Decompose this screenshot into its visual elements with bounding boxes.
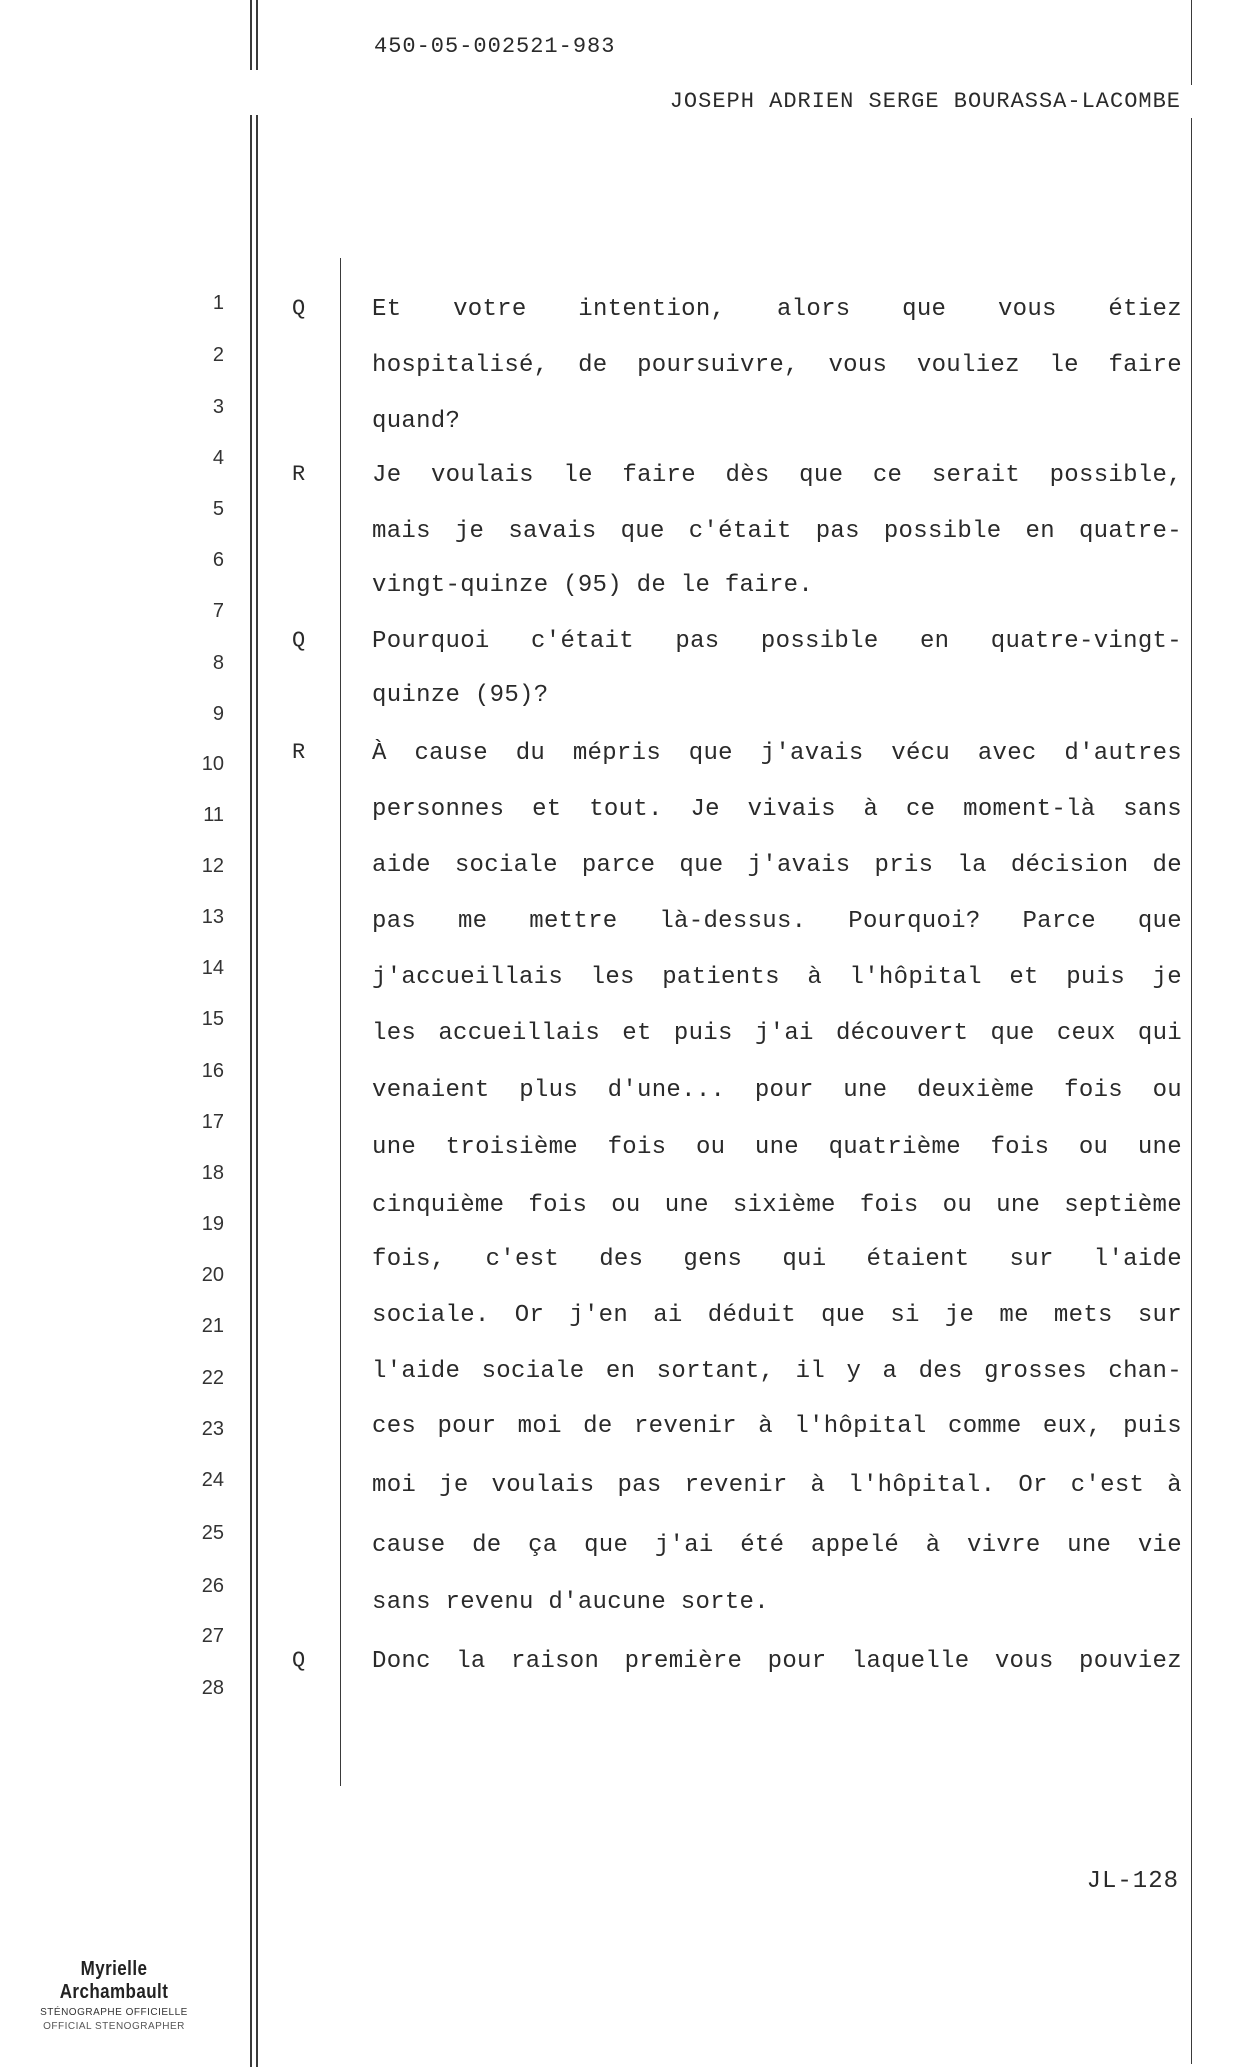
transcript-word: j'en — [569, 1302, 629, 1329]
transcript-line: vingt-quinze (95) de le faire. — [372, 572, 814, 599]
transcript-word: patients — [662, 964, 780, 991]
transcript-word: à — [863, 796, 879, 823]
transcript-word: vous — [997, 296, 1057, 323]
transcript-word: grosses — [984, 1358, 1088, 1385]
transcript-word: je — [454, 518, 485, 545]
transcript-line — [372, 740, 1182, 767]
transcript-word: des — [918, 1358, 963, 1385]
transcript-word: serait — [931, 462, 1021, 489]
transcript-word: une — [1067, 1532, 1112, 1559]
line-number: 16 — [201, 1060, 224, 1082]
logo-subtitle-fr: STÉNOGRAPHE OFFICIELLE — [40, 2007, 188, 2018]
transcript-word: faire — [1108, 352, 1182, 379]
transcript-word: sociale. — [372, 1302, 490, 1329]
transcript-word: les — [372, 1020, 417, 1047]
transcript-word: deuxième — [916, 1077, 1035, 1104]
transcript-word: sur — [1137, 1302, 1182, 1329]
transcript-word: vie — [1137, 1532, 1182, 1559]
line-number: 26 — [201, 1575, 224, 1597]
speaker-label: Q — [292, 296, 306, 321]
transcript-word: c'est — [485, 1246, 560, 1273]
transcript-word: pas — [372, 908, 417, 935]
transcript-word: étaient — [866, 1246, 970, 1273]
transcript-line — [372, 1192, 1182, 1219]
transcript-word: l'aide — [1093, 1246, 1182, 1273]
transcript-word: raison — [511, 1648, 600, 1675]
transcript-word: septième — [1064, 1192, 1182, 1219]
transcript-word: tout. — [589, 796, 663, 823]
transcript-word: Parce — [1022, 908, 1096, 935]
transcript-word: dès — [725, 462, 770, 489]
transcript-word: accueillais — [438, 1020, 601, 1047]
transcript-word: une — [664, 1192, 709, 1219]
transcript-word: j'avais — [747, 852, 851, 879]
line-number: 13 — [201, 906, 224, 928]
line-number: 23 — [201, 1418, 224, 1440]
line-number: 5 — [212, 498, 224, 520]
transcript-word: chan- — [1108, 1358, 1182, 1385]
transcript-word: ceux — [1056, 1020, 1116, 1047]
transcript-word: Je — [690, 796, 720, 823]
transcript-word: Pourquoi — [372, 628, 490, 655]
transcript-word: ou — [1078, 1134, 1109, 1161]
line-number: 1 — [212, 292, 224, 314]
transcript-line: quinze (95)? — [372, 682, 549, 709]
transcript-line: quand? — [372, 408, 461, 435]
stenographer-logo — [14, 1958, 214, 2032]
transcript-word: en — [919, 628, 950, 655]
line-number: 27 — [201, 1625, 224, 1647]
transcript-word: fois, — [372, 1246, 446, 1273]
transcript-word: venaient — [372, 1077, 490, 1104]
transcript-line — [372, 462, 1182, 489]
transcript-word: des — [599, 1246, 644, 1273]
transcript-word: intention, — [578, 296, 726, 323]
transcript-word: j'ai — [654, 1532, 714, 1559]
transcript-line — [372, 852, 1182, 879]
transcript-word: Je — [372, 462, 402, 489]
transcript-word: c'était — [531, 628, 634, 655]
transcript-word: que — [679, 852, 724, 879]
transcript-word: du — [515, 740, 546, 767]
transcript-word: plus — [519, 1077, 579, 1104]
transcript-word: c'est — [1070, 1472, 1145, 1499]
line-number: 9 — [212, 703, 224, 725]
transcript-word: première — [624, 1648, 743, 1675]
transcript-word: voulais — [491, 1472, 595, 1499]
transcript-word: hospitalisé, — [372, 352, 549, 379]
transcript-word: mets — [1053, 1302, 1113, 1329]
line-number: 17 — [201, 1111, 224, 1133]
transcript-word: que — [620, 518, 665, 545]
speaker-label: Q — [292, 1648, 306, 1673]
transcript-word: moi — [372, 1472, 417, 1499]
transcript-word: mais — [372, 518, 431, 545]
transcript-word: à — [925, 1532, 941, 1559]
transcript-word: en — [605, 1358, 636, 1385]
transcript-word: une — [754, 1134, 800, 1161]
transcript-line — [372, 1020, 1182, 1047]
transcript-word: que — [1137, 908, 1182, 935]
transcript-word: cause — [372, 1532, 446, 1559]
transcript-word: j'avais — [760, 740, 864, 767]
transcript-word: ou — [942, 1192, 973, 1219]
transcript-word: vouliez — [916, 352, 1020, 379]
transcript-line — [372, 1246, 1182, 1273]
transcript-word: ai — [653, 1302, 683, 1329]
transcript-word: fois — [607, 1134, 667, 1161]
speaker-column-rule — [340, 258, 341, 1786]
left-margin-rule — [256, 115, 258, 2067]
transcript-word: ou — [611, 1192, 641, 1219]
transcript-line — [372, 1358, 1182, 1385]
transcript-word: faire — [622, 462, 696, 489]
line-number: 3 — [212, 396, 224, 418]
left-margin-rule — [250, 115, 252, 2067]
transcript-word: je — [439, 1472, 469, 1499]
transcript-word: l'aide — [372, 1358, 461, 1385]
transcript-word: j'ai — [754, 1020, 814, 1047]
right-margin-rule — [1191, 0, 1192, 85]
line-number: 4 — [212, 447, 224, 469]
transcript-line — [372, 1413, 1182, 1440]
line-number: 11 — [203, 804, 224, 826]
transcript-word: poursuivre, — [637, 352, 799, 379]
transcript-word: de — [583, 1413, 613, 1440]
transcript-word: je — [1152, 964, 1182, 991]
transcript-word: et — [622, 1020, 652, 1047]
transcript-word: sixième — [732, 1192, 836, 1219]
transcript-word: de — [578, 352, 608, 379]
transcript-word: sortant, — [656, 1358, 775, 1385]
transcript-word: en — [1025, 518, 1055, 545]
transcript-word: que — [799, 462, 844, 489]
transcript-word: fois — [859, 1192, 919, 1219]
transcript-word: d'une... — [607, 1077, 726, 1104]
transcript-word: qui — [782, 1246, 827, 1273]
transcript-word: ou — [1152, 1077, 1182, 1104]
transcript-word: aide — [372, 852, 431, 879]
line-number: 18 — [201, 1162, 224, 1184]
transcript-word: d'autres — [1064, 740, 1182, 767]
transcript-word: une — [843, 1077, 888, 1104]
line-number: 12 — [201, 855, 224, 877]
line-number: 22 — [201, 1367, 224, 1389]
transcript-word: puis — [1066, 964, 1126, 991]
case-number: 450-05-002521-983 — [374, 34, 616, 59]
transcript-word: une — [372, 1134, 417, 1161]
witness-name: JOSEPH ADRIEN SERGE BOURASSA-LACOMBE — [669, 89, 1181, 114]
transcript-word: à — [758, 1413, 773, 1440]
transcript-line — [372, 964, 1182, 991]
transcript-word: qui — [1137, 1020, 1182, 1047]
transcript-word: me — [999, 1302, 1029, 1329]
transcript-word: les — [590, 964, 635, 991]
transcript-line — [372, 796, 1182, 823]
transcript-word: le — [1049, 352, 1079, 379]
transcript-word: cause — [414, 740, 488, 767]
transcript-word: l'hôpital. — [848, 1472, 996, 1499]
transcript-word: revenir — [684, 1472, 788, 1499]
transcript-word: quatrième — [828, 1134, 961, 1161]
transcript-word: appelé — [810, 1532, 900, 1559]
transcript-word: moi — [517, 1413, 562, 1440]
transcript-word: revenir — [633, 1413, 737, 1440]
transcript-word: de — [1152, 852, 1182, 879]
transcript-word: mépris — [572, 740, 662, 767]
transcript-word: ou — [695, 1134, 726, 1161]
page-label: JL-128 — [1086, 1868, 1179, 1895]
transcript-word: laquelle — [851, 1648, 970, 1675]
transcript-word: vivre — [967, 1532, 1041, 1559]
transcript-word: pour — [437, 1413, 497, 1440]
line-number: 28 — [201, 1677, 224, 1699]
transcript-word: pris — [874, 852, 934, 879]
transcript-word: sociale — [481, 1358, 585, 1385]
transcript-word: vous — [994, 1648, 1054, 1675]
transcript-word: que — [821, 1302, 866, 1329]
transcript-word: ces — [372, 1413, 417, 1440]
line-number: 14 — [201, 957, 224, 979]
transcript-word: sur — [1009, 1246, 1054, 1273]
transcript-word: vécu — [891, 740, 951, 767]
transcript-word: là-dessus. — [659, 908, 807, 935]
transcript-word: puis — [673, 1020, 733, 1047]
transcript-word: quatre-vingt- — [990, 628, 1182, 655]
transcript-word: à — [1167, 1472, 1182, 1499]
transcript-word: vous — [828, 352, 888, 379]
transcript-word: savais — [508, 518, 597, 545]
transcript-word: que — [990, 1020, 1035, 1047]
transcript-word: je — [944, 1302, 975, 1329]
transcript-word: pouviez — [1079, 1648, 1182, 1675]
transcript-word: à — [810, 1472, 826, 1499]
transcript-line — [372, 908, 1182, 935]
transcript-word: déduit — [707, 1302, 796, 1329]
transcript-word: fois — [990, 1134, 1050, 1161]
transcript-word: étiez — [1108, 296, 1182, 323]
transcript-word: possible, — [1049, 462, 1182, 489]
transcript-word: parce — [581, 852, 656, 879]
line-number: 20 — [201, 1264, 224, 1286]
transcript-word: vivais — [747, 796, 836, 823]
logo-name: Myrielle Archambault — [59, 1958, 169, 2003]
line-number: 21 — [201, 1315, 224, 1337]
transcript-word: découvert — [835, 1020, 969, 1047]
transcript-word: ce — [905, 796, 936, 823]
logo-subtitle-en: OFFICIAL STENOGRAPHER — [43, 2021, 185, 2032]
transcript-word: que — [584, 1532, 629, 1559]
transcript-word: alors — [776, 296, 851, 323]
transcript-word: mettre — [529, 908, 618, 935]
left-margin-rule — [250, 0, 252, 70]
speaker-label: R — [292, 462, 306, 487]
transcript-word: personnes — [372, 796, 505, 823]
transcript-word: y — [846, 1358, 862, 1385]
right-margin-rule — [1191, 118, 1192, 2064]
transcript-word: fois — [528, 1192, 588, 1219]
transcript-word: quatre- — [1078, 518, 1182, 545]
transcript-word: si — [890, 1302, 920, 1329]
transcript-word: été — [740, 1532, 785, 1559]
transcript-word: le — [563, 462, 593, 489]
transcript-word: comme — [948, 1413, 1022, 1440]
transcript-word: pas — [617, 1472, 662, 1499]
transcript-word: troisième — [445, 1134, 578, 1161]
transcript-word: que — [688, 740, 733, 767]
transcript-word: de — [472, 1532, 502, 1559]
transcript-word: Or — [1018, 1472, 1048, 1499]
transcript-word: moment-là — [963, 796, 1096, 823]
transcript-word: pour — [754, 1077, 814, 1104]
transcript-line: sans revenu d'aucune sorte. — [372, 1589, 769, 1616]
transcript-word: la — [456, 1648, 486, 1675]
line-number: 25 — [201, 1522, 224, 1544]
transcript-word: Et — [372, 296, 402, 323]
transcript-line — [372, 628, 1182, 655]
transcript-word: une — [996, 1192, 1041, 1219]
transcript-line — [372, 1302, 1182, 1329]
transcript-line — [372, 1134, 1182, 1161]
speaker-label: Q — [292, 628, 306, 653]
transcript-word: ça — [528, 1532, 558, 1559]
line-number: 2 — [212, 344, 224, 366]
transcript-word: gens — [683, 1246, 743, 1273]
line-number: 6 — [212, 549, 224, 571]
transcript-line — [372, 296, 1182, 323]
transcript-word: cinquième — [372, 1192, 505, 1219]
transcript-word: à — [807, 964, 823, 991]
transcript-line — [372, 352, 1182, 379]
transcript-word: voulais — [430, 462, 534, 489]
transcript-word: et — [532, 796, 562, 823]
line-number: 19 — [201, 1213, 224, 1235]
transcript-word: me — [457, 908, 488, 935]
transcript-word: pour — [767, 1648, 827, 1675]
transcript-word: la — [957, 852, 987, 879]
line-number: 7 — [212, 600, 224, 622]
transcript-word: possible — [760, 628, 879, 655]
left-margin-rule — [256, 0, 258, 70]
transcript-word: ce — [872, 462, 903, 489]
line-number: 24 — [201, 1469, 224, 1491]
transcript-line — [372, 1532, 1182, 1559]
transcript-word: À — [372, 740, 387, 767]
transcript-word: pas — [675, 628, 720, 655]
line-number: 10 — [201, 753, 224, 775]
transcript-word: Donc — [372, 1648, 431, 1675]
transcript-word: possible — [883, 518, 1002, 545]
transcript-word: pas — [815, 518, 860, 545]
transcript-line — [372, 1648, 1182, 1675]
transcript-line — [372, 1077, 1182, 1104]
transcript-word: Or — [514, 1302, 545, 1329]
transcript-line — [372, 518, 1182, 545]
transcript-word: eux, — [1042, 1413, 1102, 1440]
transcript-word: sans — [1123, 796, 1182, 823]
transcript-word: votre — [453, 296, 527, 323]
transcript-word: puis — [1123, 1413, 1182, 1440]
speaker-label: R — [292, 740, 306, 765]
transcript-word: a — [882, 1358, 898, 1385]
transcript-word: sociale — [454, 852, 558, 879]
transcript-word: décision — [1010, 852, 1129, 879]
transcript-word: il — [795, 1358, 826, 1385]
line-number: 8 — [212, 652, 224, 674]
transcript-word: avec — [977, 740, 1037, 767]
transcript-word: l'hôpital — [849, 964, 982, 991]
transcript-word: j'accueillais — [372, 964, 564, 991]
transcript-line — [372, 1472, 1182, 1499]
transcript-word: une — [1137, 1134, 1182, 1161]
transcript-word: c'était — [688, 518, 792, 545]
transcript-word: et — [1009, 964, 1039, 991]
transcript-word: fois — [1064, 1077, 1123, 1104]
transcript-word: que — [902, 296, 947, 323]
line-number: 15 — [201, 1008, 224, 1030]
transcript-word: l'hôpital — [794, 1413, 927, 1440]
transcript-word: Pourquoi? — [848, 908, 981, 935]
